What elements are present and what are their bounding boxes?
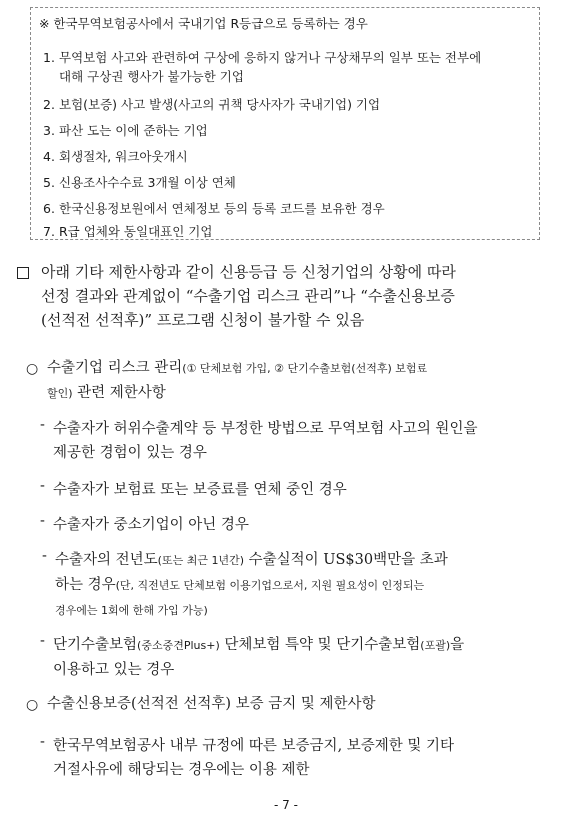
section1-item-3: 수출자가 중소기업이 아닌 경우 (53, 517, 249, 533)
dash-bullet: - (40, 417, 45, 433)
section2-item-1: 한국무역보험공사 내부 규정에 따른 보증금지, 보증제한 및 기타 거절사유에 해당되는 경우에는 이용 제한 (53, 738, 455, 778)
page-number: - 7 - (274, 798, 298, 812)
section1-title: 수출기업 리스크 관리(① 단체보험 가입, ② 단기수출보험(선적후) 보험료 할인) 관련 제한사항 (47, 360, 428, 401)
r-grade-info-box (30, 7, 540, 240)
box-item-6: 6. 한국신용정보원에서 연체정보 등의 등록 코드를 보유한 경우 (43, 201, 385, 216)
box-item-1: 1. 무역보험 사고와 관련하여 구상에 응하지 않거나 구상채무의 일부 또는 전부에 대해 구상권 행사가 불가능한 기업 (43, 50, 482, 84)
dash-bullet: - (40, 478, 45, 494)
box-item-4: 4. 회생절차, 워크아웃개시 (43, 149, 188, 164)
dash-bullet: - (40, 633, 45, 649)
section1-item-4: 수출자의 전년도(또는 최근 1년간) 수출실적이 US$30백만을 초과 하는 경우(단, 직전년도 단체보험 이용기업으로서, 지원 필요성이 인정되는 경우에는 1회에 한해 가입 가능) (55, 552, 448, 617)
circle-bullet-icon: ○ (26, 697, 39, 713)
section2-title: 수출신용보증(선적전 선적후) 보증 금지 및 제한사항 (47, 696, 376, 712)
section1-item-2: 수출자가 보험료 또는 보증료를 연체 중인 경우 (53, 482, 347, 498)
checkbox-square-icon (17, 267, 29, 279)
box-item-5: 5. 신용조사수수료 3개월 이상 연체 (43, 175, 236, 190)
circle-bullet-icon: ○ (26, 361, 39, 377)
box-item-7: 7. R급 업체와 동일대표인 기업 (43, 224, 213, 239)
section1-item-5: 단기수출보험(중소중견Plus+) 단체보험 특약 및 단기수출보험(포괄)을 이용하고 있는 경우 (53, 637, 465, 678)
box-item-2: 2. 보험(보증) 사고 발생(사고의 귀책 당사자가 국내기업) 기업 (43, 97, 381, 112)
box-item-3: 3. 파산 도는 이에 준하는 기업 (43, 123, 208, 138)
main-paragraph: 아래 기타 제한사항과 같이 신용등급 등 신청기업의 상황에 따라 선정 결과와 관계없이 “수출기업 리스크 관리”나 “수출신용보증 (선적전 선적후)” 프로그램 신청이 불가할 수 있음 (41, 263, 456, 329)
dash-bullet: - (40, 734, 45, 750)
dash-bullet: - (42, 548, 47, 564)
section1-item-1: 수출자가 허위수출계약 등 부정한 방법으로 무역보험 사고의 원인을 제공한 경험이 있는 경우 (53, 421, 478, 461)
dash-bullet: - (40, 513, 45, 529)
box-title: ※ 한국무역보험공사에서 국내기업 R등급으로 등록하는 경우 (39, 16, 368, 31)
